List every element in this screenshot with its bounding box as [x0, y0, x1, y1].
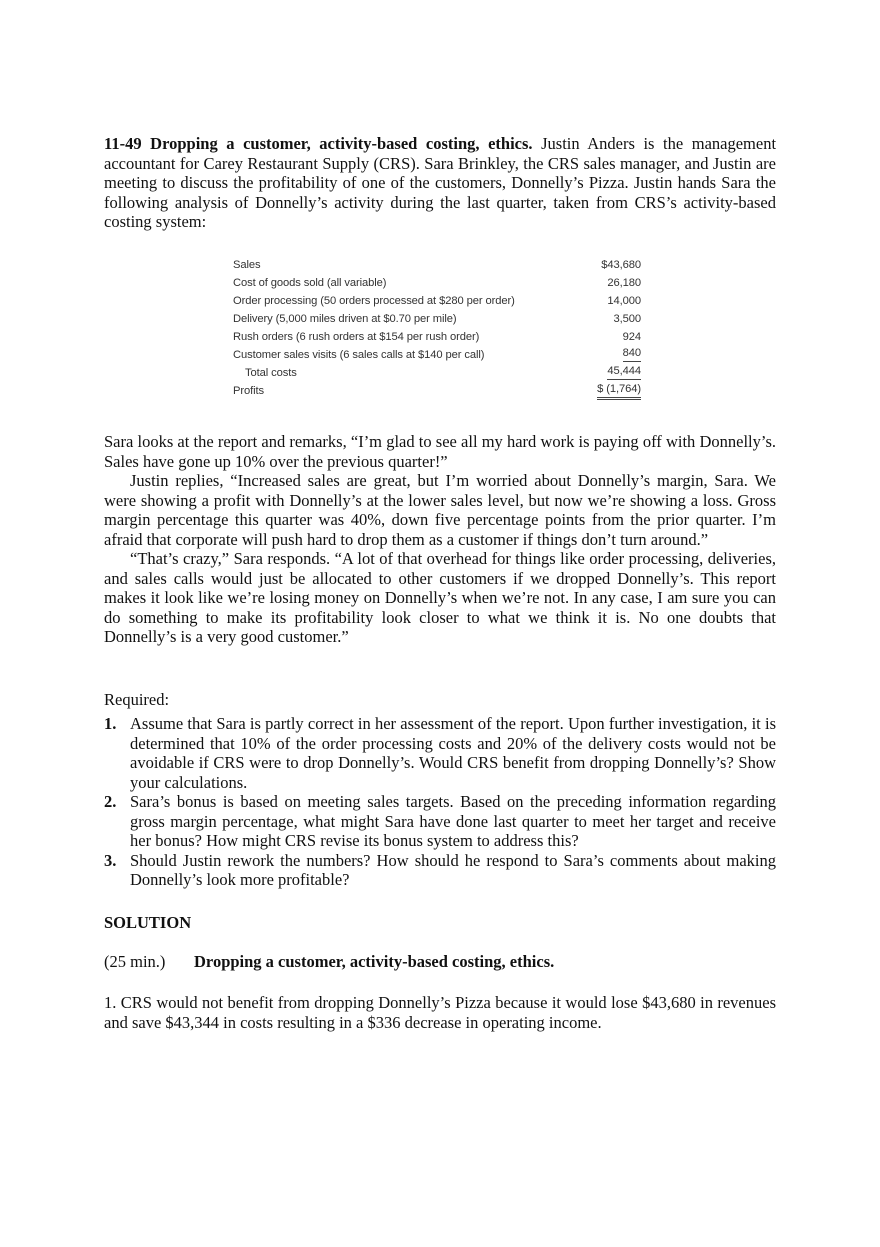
- row-label-delivery: Delivery (5,000 miles driven at $0.70 per mile): [233, 313, 457, 325]
- row-value-order-processing: 14,000: [607, 295, 641, 307]
- row-label-rush-orders: Rush orders (6 rush orders at $154 per rush order): [233, 331, 480, 343]
- table-row: [233, 346, 643, 364]
- solution-time: (25 min.): [104, 952, 166, 971]
- table-row: [233, 310, 643, 328]
- item-text: Sara’s bonus is based on meeting sales targets. Based on the preceding information regarding gross margin percentage, what might Sara have done last quarter to meet her target and receive her bonus? How might CRS revise its bonus system to address this?: [130, 792, 776, 850]
- table-row: [233, 256, 643, 274]
- problem-intro: [104, 134, 776, 232]
- table-row: [233, 292, 643, 310]
- solution-heading: SOLUTION: [104, 913, 192, 932]
- list-item: [104, 714, 776, 792]
- item-text: Should Justin rework the numbers? How should he respond to Sara’s comments about making Donnelly’s look more profitable?: [130, 850, 776, 889]
- problem-intro-text: Justin Anders is the management accountant for Carey Restaurant Supply (CRS). Sara Brinkley, the CRS sales manager, and Justin are meeting to discuss the profitability of one of the customers, Donnelly’s Pizza. Justin hands Sara the following analysis of Donnelly’s activity during the last quarter, taken from CRS’s activity-based costing system:: [104, 134, 777, 231]
- row-label-sales: Sales: [233, 259, 261, 271]
- row-value-sales-visits: 840: [623, 346, 641, 362]
- item-number: 1.: [104, 714, 117, 733]
- row-label-profits: Profits: [233, 385, 265, 397]
- solution-title-block: [104, 952, 776, 972]
- row-label-order-processing: Order processing (50 orders processed at $280 per order): [233, 295, 515, 307]
- dialogue-paragraph: Justin replies, “Increased sales are great, but I’m worried about Donnelly’s margin, Sara. We were showing a profit with Donnelly’s at the lower sales level, but now we’re showing a loss. Gross margin percentage this quarter was 40%, down five percentage points from the prior quarter. I’m afraid that corporate will push hard to drop them as a customer if things don’t turn around.”: [104, 471, 776, 549]
- row-value-total-costs: 45,444: [607, 364, 641, 380]
- list-item: [104, 792, 776, 851]
- list-item: [104, 851, 776, 890]
- problem-title: Dropping a customer, activity-based costing, ethics.: [150, 134, 533, 153]
- dialogue-section: [104, 432, 776, 647]
- table-row: [233, 328, 643, 346]
- row-value-delivery: 3,500: [613, 313, 641, 325]
- item-number: 3.: [104, 850, 117, 870]
- row-label-cogs: Cost of goods sold (all variable): [233, 277, 387, 289]
- dialogue-paragraph: “That’s crazy,” Sara responds. “A lot of that overhead for things like order processing, deliveries, and sales calls would just be allocated to other customers if we dropped Donnelly’s. This report makes it look like we’re losing money on Donnelly’s when we’re not. In any case, I am sure you can do something to make its profitability look closer to what we think it is. No one doubts that Donnelly’s is a very good customer.”: [104, 549, 776, 646]
- row-label-total-costs: Total costs: [245, 367, 297, 379]
- table-row: [233, 382, 643, 400]
- row-value-profits: $ (1,764): [597, 382, 641, 400]
- row-value-sales: $43,680: [601, 259, 641, 271]
- table-row: [233, 364, 643, 382]
- row-value-rush-orders: 924: [622, 331, 641, 343]
- item-number: 2.: [104, 792, 117, 811]
- abc-analysis-table: [233, 256, 643, 400]
- row-label-sales-visits: Customer sales visits (6 sales calls at $140 per call): [233, 349, 485, 361]
- table-row: [233, 274, 643, 292]
- required-heading: Required:: [104, 690, 170, 709]
- dialogue-paragraph: Sara looks at the report and remarks, “I’m glad to see all my hard work is paying off with Donnelly’s. Sales have gone up 10% over the previous quarter!”: [104, 432, 776, 471]
- required-section: [104, 690, 776, 710]
- solution-title: Dropping a customer, activity-based costing, ethics.: [194, 952, 555, 971]
- solution-answer-block: [104, 993, 776, 1032]
- problem-number: 11-49: [104, 134, 142, 153]
- solution-answer-1: 1. CRS would not benefit from dropping Donnelly’s Pizza because it would lose $43,680 in revenues and save $43,344 in costs resulting in a $336 decrease in operating income.: [104, 993, 776, 1032]
- row-value-cogs: 26,180: [607, 277, 641, 289]
- item-text: Assume that Sara is partly correct in her assessment of the report. Upon further investigation, it is determined that 10% of the order processing costs and 20% of the delivery costs would not be avoidable if CRS were to drop Donnelly’s. Would CRS benefit from dropping Donnelly’s? Show your calculations.: [130, 714, 776, 792]
- required-list: [104, 714, 776, 890]
- solution-heading-block: [104, 913, 776, 933]
